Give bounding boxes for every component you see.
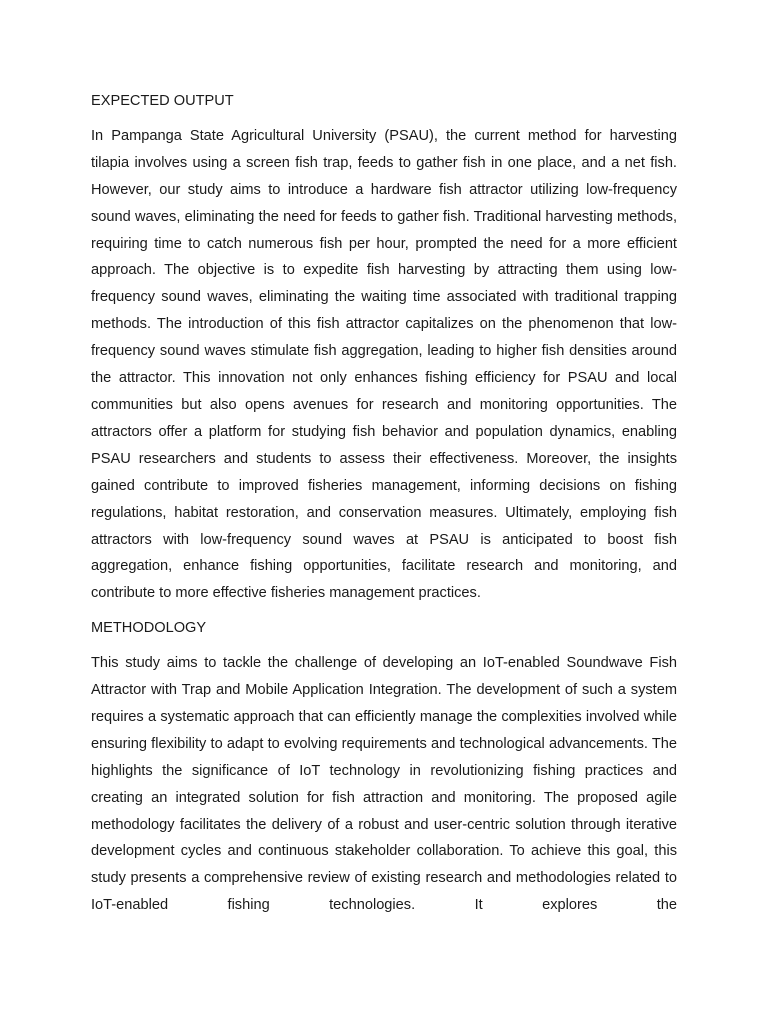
document-content xyxy=(91,88,677,919)
section-body-expected-output: In Pampanga State Agricultural University (PSAU), the current method for harvesting tilapia involves using a screen fish trap, feeds to gather fish in one place, and a net fish. However, our study aims to introduce a hardware fish attractor utilizing low-frequency sound waves, eliminating the need for feeds to gather fish. Traditional harvesting methods, requiring time to catch numerous fish per hour, prompted the need for a more efficient approach. The objective is to expedite fish harvesting by attracting them using low-frequency sound waves, eliminating the waiting time associated with traditional trapping methods. The introduction of this fish attractor capitalizes on the phenomenon that low-frequency sound waves stimulate fish aggregation, leading to higher fish densities around the attractor. This innovation not only enhances fishing efficiency for PSAU and local communities but also opens avenues for research and monitoring opportunities. The attractors offer a platform for studying fish behavior and population dynamics, enabling PSAU researchers and students to assess their effectiveness. Moreover, the insights gained contribute to improved fisheries management, informing decisions on fishing regulations, habitat restoration, and conservation measures. Ultimately, employing fish attractors with low-frequency sound waves at PSAU is anticipated to boost fish aggregation, enhance fishing opportunities, facilitate research and monitoring, and contribute to more effective fisheries management practices. xyxy=(91,127,677,602)
section-body-methodology: This study aims to tackle the challenge of developing an IoT-enabled Soundwave Fish Attractor with Trap and Mobile Application Integration. The development of such a system requires a systematic approach that can efficiently manage the complexities involved while ensuring flexibility to adapt to evolving requirements and technological advancements. The highlights the significance of IoT technology in revolutionizing fishing practices and creating an integrated solution for fish attraction and monitoring. The proposed agile methodology facilitates the delivery of a robust and user-centric solution through iterative development cycles and continuous stakeholder collaboration. To achieve this goal, this study presents a comprehensive review of existing research and methodologies related to IoT-enabled fishing technologies. It explores the xyxy=(91,655,677,914)
section-heading-methodology: METHODOLOGY xyxy=(91,620,207,637)
spacer xyxy=(91,642,677,650)
spacer xyxy=(91,115,677,123)
section-heading-expected-output: EXPECTED OUTPUT xyxy=(91,93,234,109)
spacer xyxy=(91,607,677,615)
